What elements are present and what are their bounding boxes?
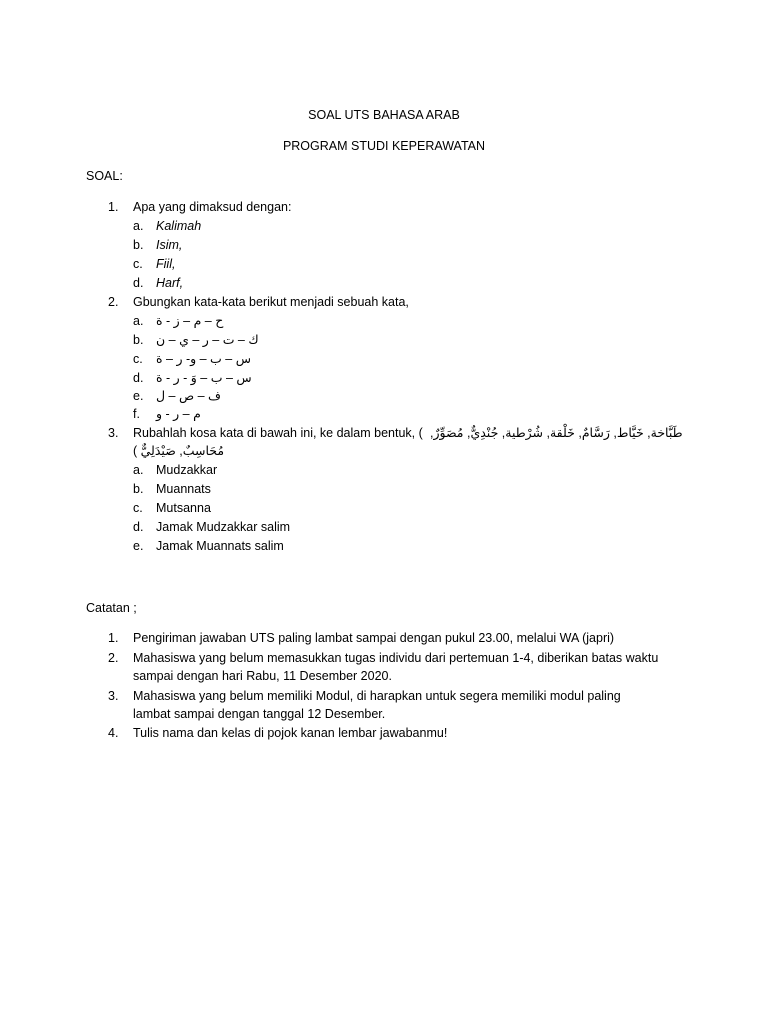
q3-item-text: Mutsanna bbox=[156, 501, 211, 515]
note-text: Tulis nama dan kelas di pojok kanan lembar jawabanmu! bbox=[133, 726, 448, 740]
q1-item-text: Isim, bbox=[156, 238, 183, 252]
q2-item-arabic: س – ب – و- ر – ة bbox=[156, 352, 251, 366]
q2-item-marker: e. bbox=[133, 389, 144, 403]
q1-text: Apa yang dimaksud dengan: bbox=[133, 200, 292, 214]
note-text: Pengiriman jawaban UTS paling lambat sampai dengan pukul 23.00, melalui WA (japri) bbox=[133, 631, 615, 645]
q1-item-text: Harf, bbox=[156, 276, 184, 290]
q3-number: 3. bbox=[108, 426, 119, 440]
note-text: Mahasiswa yang belum memiliki Modul, di harapkan untuk segera memiliki modul paling bbox=[133, 689, 621, 703]
q3-item-marker: c. bbox=[133, 501, 143, 515]
q2-number: 2. bbox=[108, 295, 119, 309]
note-number: 2. bbox=[108, 651, 119, 665]
q3-item-marker: a. bbox=[133, 463, 144, 477]
note-number: 3. bbox=[108, 689, 119, 703]
q2-item-arabic: ح – م – ز - ة bbox=[156, 314, 224, 328]
q1-item-text: Kalimah bbox=[156, 219, 202, 233]
q3-item-text: Jamak Muannats salim bbox=[156, 539, 284, 553]
note-number: 4. bbox=[108, 726, 119, 740]
q1-item-marker: a. bbox=[133, 219, 144, 233]
q2-item-marker: f. bbox=[133, 407, 140, 421]
document-title: SOAL UTS BAHASA ARAB bbox=[308, 108, 460, 122]
q2-item-marker: d. bbox=[133, 371, 144, 385]
document-subtitle: PROGRAM STUDI KEPERAWATAN bbox=[282, 139, 486, 153]
catatan-label: Catatan ; bbox=[86, 601, 137, 615]
q2-item-marker: c. bbox=[133, 352, 143, 366]
q1-number: 1. bbox=[108, 200, 119, 214]
q2-item-arabic: ك – ت – ر – ي – ن bbox=[156, 333, 259, 347]
q2-item-marker: b. bbox=[133, 333, 144, 347]
soal-label: SOAL: bbox=[86, 169, 123, 183]
q3-text: Rubahlah kosa kata di bawah ini, ke dalam bentuk, ( bbox=[133, 426, 423, 440]
q1-item-marker: b. bbox=[133, 238, 144, 252]
note-text: lambat sampai dengan tanggal 12 Desember. bbox=[133, 707, 386, 721]
q2-item-arabic: ف – ص – ل bbox=[156, 389, 221, 403]
q3-item-text: Muannats bbox=[156, 482, 211, 496]
note-text: sampai dengan hari Rabu, 11 Desember 2020. bbox=[133, 669, 392, 683]
q2-item-arabic: س – ب – وَ - ر - ة bbox=[156, 371, 252, 385]
q3-arabic-words-line2: مُحَاسِبٌ, صَيْدَلِيٌّ ) bbox=[133, 444, 225, 458]
q2-text: Gbungkan kata-kata berikut menjadi sebuah kata, bbox=[133, 295, 409, 309]
q3-item-marker: b. bbox=[133, 482, 144, 496]
q1-item-text: Fiil, bbox=[156, 257, 176, 271]
note-number: 1. bbox=[108, 631, 119, 645]
q3-item-text: Jamak Mudzakkar salim bbox=[156, 520, 291, 534]
q3-arabic-words-line1: طَبَّاخة, خَيَّاط, رَسَّامٌ, خَلْقة, شُرْطية, جُنْدِيٌّ, مُصَوِّرٌ, bbox=[430, 426, 683, 440]
q1-item-marker: d. bbox=[133, 276, 144, 290]
q3-item-marker: e. bbox=[133, 539, 144, 553]
q3-item-text: Mudzakkar bbox=[156, 463, 218, 477]
q1-item-marker: c. bbox=[133, 257, 143, 271]
q2-item-marker: a. bbox=[133, 314, 144, 328]
q3-item-marker: d. bbox=[133, 520, 144, 534]
q2-item-arabic: م – ر - و bbox=[156, 407, 201, 421]
note-text: Mahasiswa yang belum memasukkan tugas individu dari pertemuan 1-4, diberikan batas waktu bbox=[133, 651, 659, 665]
